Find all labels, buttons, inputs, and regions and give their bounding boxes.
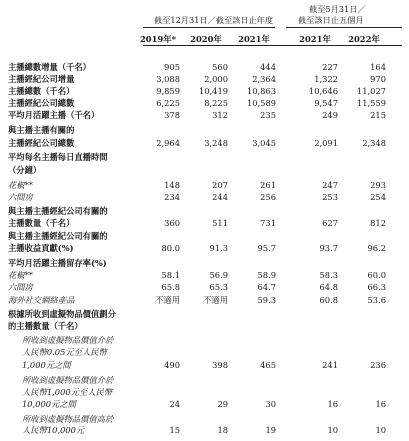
header-rule-five-month bbox=[286, 27, 402, 28]
row-value: 207 bbox=[212, 180, 228, 190]
table-row bbox=[0, 282, 409, 292]
table-row bbox=[0, 375, 409, 385]
table-row bbox=[0, 425, 409, 435]
row-value: 3,045 bbox=[252, 138, 276, 148]
row-value: 96.2 bbox=[367, 243, 386, 253]
table-row bbox=[0, 218, 409, 228]
row-value: 490 bbox=[164, 360, 180, 370]
row-value: 64.8 bbox=[319, 282, 338, 292]
row-value: 254 bbox=[370, 192, 386, 202]
table-row bbox=[0, 360, 409, 370]
row-value: 58.3 bbox=[319, 270, 338, 280]
row-value: 256 bbox=[260, 192, 276, 202]
row-label: 與主播主播經紀公司有關的 bbox=[8, 206, 108, 216]
row-label: 與主播主播經紀公司有關的 bbox=[8, 231, 108, 241]
row-value: 444 bbox=[260, 62, 276, 72]
table-row bbox=[0, 309, 409, 319]
year-header-2019: 2019年* bbox=[139, 34, 177, 44]
row-label: 人民幣10,000元 bbox=[22, 425, 85, 435]
row-value: 2,091 bbox=[314, 138, 338, 148]
year-header-2022-ytd: 2022年 bbox=[348, 34, 380, 44]
row-value: 244 bbox=[212, 192, 228, 202]
table-row bbox=[0, 110, 409, 120]
table-row bbox=[0, 387, 409, 397]
table-row bbox=[0, 180, 409, 190]
row-value: 10,863 bbox=[246, 86, 276, 96]
row-value: 2,364 bbox=[252, 74, 276, 84]
row-value: 465 bbox=[260, 360, 276, 370]
row-value: 2,964 bbox=[156, 138, 180, 148]
row-label: 所收到虛擬物品價值介於 bbox=[22, 375, 114, 385]
row-value: 93.7 bbox=[319, 243, 338, 253]
row-value: 58.1 bbox=[161, 270, 180, 280]
table-row bbox=[0, 243, 409, 253]
row-label: 與主播主播有關的 bbox=[8, 125, 75, 135]
row-value: 234 bbox=[164, 192, 180, 202]
row-label: 的主播數量（千名） bbox=[8, 321, 83, 331]
table-row bbox=[0, 295, 409, 305]
row-label: 花椒** bbox=[8, 180, 33, 190]
row-value: 241 bbox=[322, 360, 338, 370]
row-value: 312 bbox=[212, 110, 228, 120]
row-value: 360 bbox=[164, 218, 180, 228]
row-value: 812 bbox=[370, 218, 386, 228]
row-label: 人民幣1,000元至人民幣 bbox=[22, 387, 113, 397]
row-value: 30 bbox=[265, 399, 276, 409]
row-value: 235 bbox=[260, 110, 276, 120]
row-value: 29 bbox=[217, 399, 228, 409]
row-value: 253 bbox=[322, 192, 338, 202]
row-value: 59.3 bbox=[257, 295, 276, 305]
row-value: 10,646 bbox=[308, 86, 338, 96]
table-row bbox=[0, 335, 409, 345]
row-value: 60.8 bbox=[319, 295, 338, 305]
row-value: 627 bbox=[322, 218, 338, 228]
row-value: 8,225 bbox=[204, 98, 228, 108]
row-value: 10,589 bbox=[246, 98, 276, 108]
row-label: 1,000元之間 bbox=[22, 360, 71, 370]
row-label: 海外社交網絡產品 bbox=[8, 295, 75, 305]
row-value: 215 bbox=[370, 110, 386, 120]
row-value: 560 bbox=[212, 62, 228, 72]
row-label: 主播總數（千名） bbox=[8, 86, 75, 96]
row-value: 378 bbox=[164, 110, 180, 120]
table-row bbox=[0, 192, 409, 202]
row-value: 58.9 bbox=[257, 270, 276, 280]
row-value: 293 bbox=[370, 180, 386, 190]
row-value: 不適用 bbox=[155, 295, 180, 305]
row-value: 10 bbox=[327, 425, 338, 435]
row-value: 398 bbox=[212, 360, 228, 370]
row-value: 11,559 bbox=[356, 98, 386, 108]
table-row bbox=[0, 152, 409, 162]
table-row bbox=[0, 270, 409, 280]
row-value: 9,859 bbox=[156, 86, 180, 96]
row-label: 平均月活躍主播（千名） bbox=[8, 110, 100, 120]
row-label: 六間房 bbox=[8, 192, 33, 202]
row-value: 53.6 bbox=[367, 295, 386, 305]
year-header-2020: 2020年 bbox=[190, 34, 222, 44]
row-value: 9,547 bbox=[314, 98, 338, 108]
row-label: 主播總數增量（千名） bbox=[8, 62, 91, 72]
row-value: 80.0 bbox=[161, 243, 180, 253]
row-label: 主播經紀公司總數 bbox=[8, 138, 75, 148]
row-label: 10,000元之間 bbox=[22, 399, 76, 409]
row-label: 主播數量（千名） bbox=[8, 218, 75, 228]
table-row bbox=[0, 399, 409, 409]
row-label: 所收到虛擬物品價值介於 bbox=[22, 335, 114, 345]
table-row bbox=[0, 206, 409, 216]
row-value: 2,348 bbox=[362, 138, 386, 148]
row-value: 不適用 bbox=[203, 295, 228, 305]
row-value: 731 bbox=[260, 218, 276, 228]
year-header-2021-ytd: 2021年 bbox=[299, 34, 331, 44]
row-label: （分鐘） bbox=[8, 165, 42, 175]
row-value: 227 bbox=[322, 62, 338, 72]
row-value: 16 bbox=[375, 399, 386, 409]
table-row bbox=[0, 62, 409, 72]
row-value: 64.7 bbox=[257, 282, 276, 292]
row-value: 6,225 bbox=[156, 98, 180, 108]
row-value: 91.3 bbox=[209, 243, 228, 253]
table-row bbox=[0, 98, 409, 108]
table-row bbox=[0, 125, 409, 135]
row-value: 148 bbox=[164, 180, 180, 190]
row-label: 根據所收到虛擬物品價值劃分 bbox=[8, 309, 116, 319]
row-value: 236 bbox=[370, 360, 386, 370]
row-value: 249 bbox=[322, 110, 338, 120]
row-value: 511 bbox=[212, 218, 228, 228]
table-row bbox=[0, 347, 409, 357]
row-value: 10 bbox=[375, 425, 386, 435]
row-value: 19 bbox=[265, 425, 276, 435]
row-value: 18 bbox=[217, 425, 228, 435]
table-row bbox=[0, 321, 409, 331]
row-label: 人民幣0.05元至人民幣 bbox=[22, 347, 107, 357]
table-row bbox=[0, 86, 409, 96]
row-value: 261 bbox=[260, 180, 276, 190]
row-value: 16 bbox=[327, 399, 338, 409]
row-label: 花椒** bbox=[8, 270, 33, 280]
row-label: 六間房 bbox=[8, 282, 33, 292]
row-label: 主播收益貢獻(%) bbox=[8, 243, 74, 253]
row-value: 10,419 bbox=[198, 86, 228, 96]
year-header-2021: 2021年 bbox=[238, 34, 270, 44]
row-value: 60.0 bbox=[367, 270, 386, 280]
row-label: 主播經紀公司總數 bbox=[8, 98, 75, 108]
row-value: 3,248 bbox=[204, 138, 228, 148]
row-value: 15 bbox=[169, 425, 180, 435]
row-value: 66.3 bbox=[367, 282, 386, 292]
row-value: 65.3 bbox=[209, 282, 228, 292]
row-value: 3,088 bbox=[156, 74, 180, 84]
row-value: 2,000 bbox=[204, 74, 228, 84]
table-row bbox=[0, 138, 409, 148]
column-header-underline bbox=[143, 45, 402, 46]
table-row bbox=[0, 74, 409, 84]
header-rule-annual bbox=[143, 27, 275, 28]
row-value: 247 bbox=[322, 180, 338, 190]
row-value: 95.7 bbox=[257, 243, 276, 253]
table-row bbox=[0, 231, 409, 241]
row-value: 56.9 bbox=[209, 270, 228, 280]
row-label: 平均每名主播每日直播時間 bbox=[8, 152, 108, 162]
row-value: 65.8 bbox=[161, 282, 180, 292]
row-value: 1,322 bbox=[314, 74, 338, 84]
table-row bbox=[0, 414, 409, 424]
row-value: 24 bbox=[169, 399, 180, 409]
row-value: 970 bbox=[370, 74, 386, 84]
table-row bbox=[0, 258, 409, 268]
header-group-five-month-line1: 截至5月31日／ bbox=[309, 4, 366, 14]
row-label: 平均月活躍主播留存率(%) bbox=[8, 258, 107, 268]
row-value: 905 bbox=[164, 62, 180, 72]
row-label: 所收到虛擬物品價值高於 bbox=[22, 414, 114, 424]
row-label: 主播經紀公司增量 bbox=[8, 74, 75, 84]
table-row bbox=[0, 165, 409, 175]
row-value: 164 bbox=[370, 62, 386, 72]
header-group-five-month-line2: 截至該日止五個月 bbox=[298, 15, 364, 25]
header-group-annual: 截至12月31日／截至該日止年度 bbox=[154, 15, 274, 25]
row-value: 11,027 bbox=[356, 86, 386, 96]
